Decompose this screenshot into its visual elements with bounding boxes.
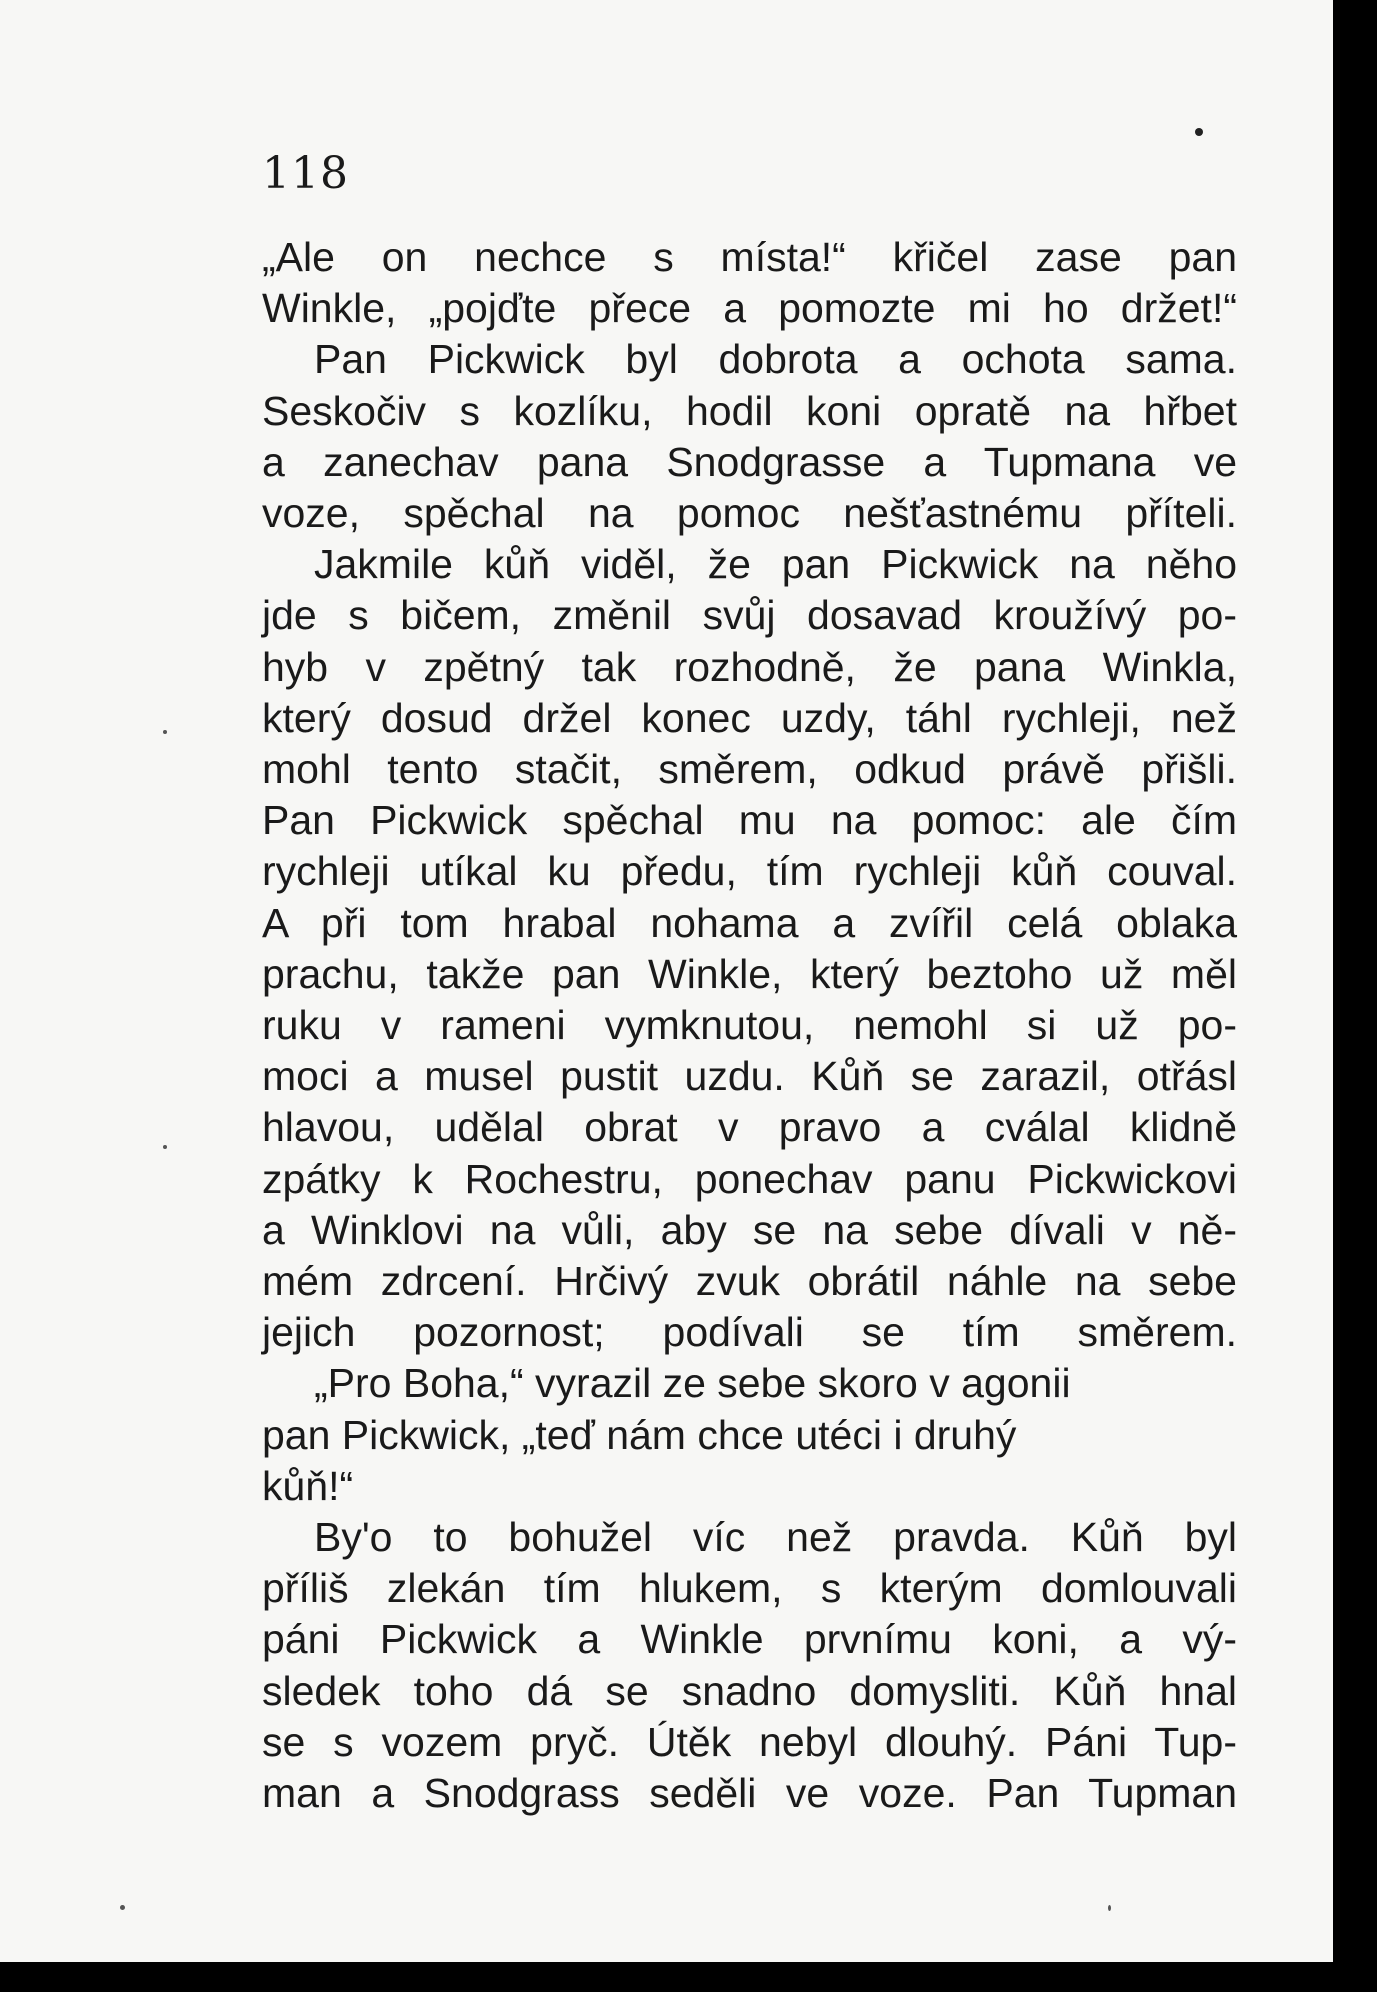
paragraph-3: Jakmile kůň viděl, že pan Pickwick na něho jde s bičem, změnil svůj dosavad kroužívý po- hyb v zpětný tak rozhodně, že pana Winkla, který dosud držel konec uzdy, táhl rychleji, než mohl tento stačit, směrem, odkud právě přišli. Pan Pickwick spěchal mu na pomoc: ale čím rychleji utíkal ku předu, tím rychleji kůň couval. A při tom hrabal nohama a zvířil celá oblaka prachu, takže pan Winkle, který beztoho už měl ruku v rameni vymknutou, nemohl si už po- moci a musel pustit uzdu. Kůň se zarazil, otřásl hlavou, udělal obrat v pravo a cválal klidně zpátky k Rochestru, ponechav panu Pickwickovi a Winklovi na vůli, aby se na sebe dívali v ně- mém zdrcení. Hrčivý zvuk obrátil náhle na sebe jejich pozornost; podívali se tím směrem. [262, 541, 1237, 1356]
paper-speck [120, 1905, 125, 1910]
paper-speck [1108, 1905, 1111, 1911]
paper-speck [1195, 128, 1203, 136]
paragraph-2: Pan Pickwick byl dobrota a ochota sama. Seskočiv s kozlíku, hodil koni opratě na hřbet a zanechav pana Snodgrasse a Tupmana ve voze, spěchal na pomoc nešťastnému příteli. [262, 336, 1237, 537]
paper-speck [163, 730, 167, 734]
paragraph-4: „Pro Boha,“ vyrazil ze sebe skoro v agonii pan Pickwick, „teď nám chce utéci i druhý kůň!“ [262, 1360, 1071, 1509]
paragraph-5: By'o to bohužel víc než pravda. Kůň byl příliš zlekán tím hlukem, s kterým domlouvali páni Pickwick a Winkle prvnímu koni, a vý- sledek toho dá se snadno domysliti. Kůň hnal se s vozem pryč. Útěk nebyl dlouhý. Páni Tup- man a Snodgrass seděli ve voze. Pan Tupman [262, 1514, 1237, 1817]
body-text [262, 232, 1237, 1819]
page-number: 118 [262, 148, 349, 199]
paragraph-1: „Ale on nechce s místa!“ křičel zase pan Winkle, „pojďte přece a pomozte mi ho držet!“ [262, 234, 1237, 332]
paper-speck [163, 1145, 167, 1149]
